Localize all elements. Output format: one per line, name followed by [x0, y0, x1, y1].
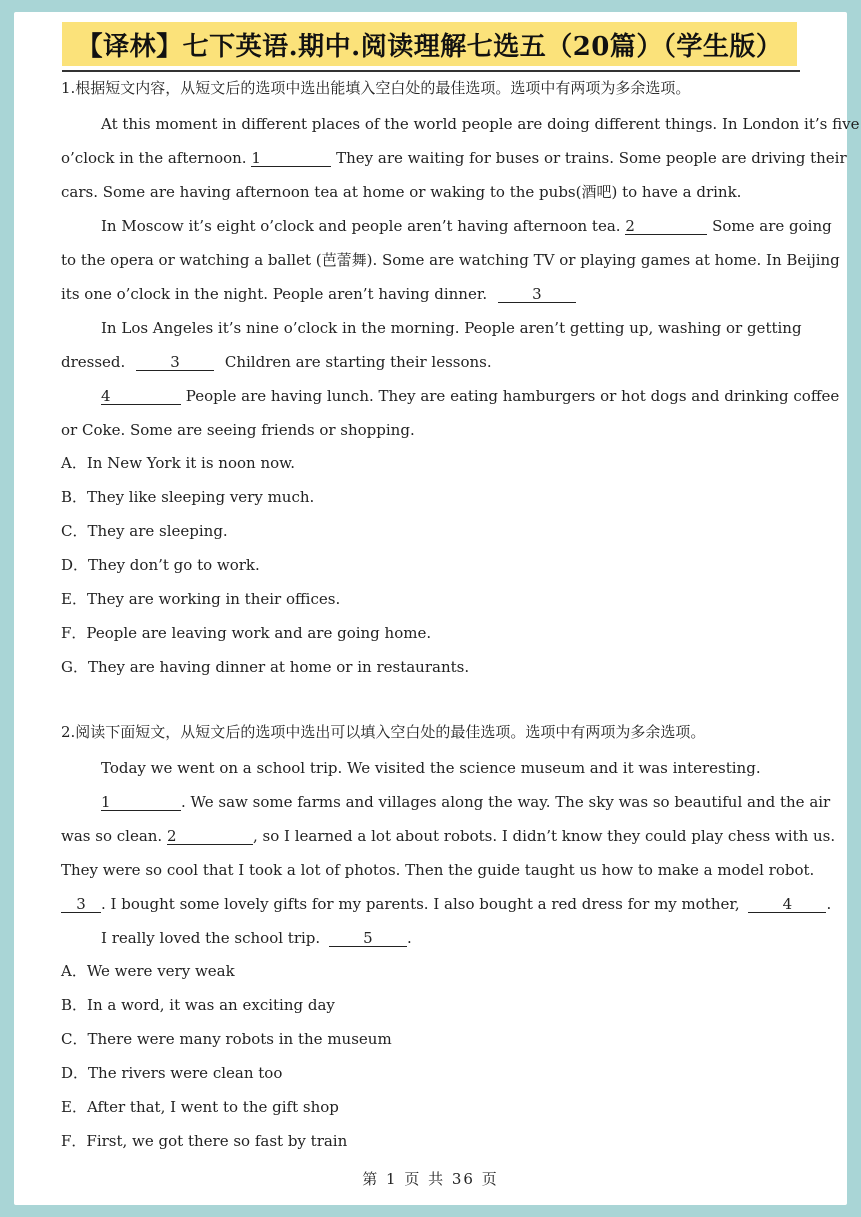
text: . We saw some farms and villages along the way. The sky was so beautiful and the air — [181, 793, 831, 811]
q1-instruction: 1.根据短文内容，从短文后的选项中选出能填入空白处的最佳选项。选项中有两项为多余选项。 — [61, 79, 691, 97]
text: People are having lunch. They are eating hamburgers or hot dogs and drinking coffee — [185, 387, 840, 405]
document-page — [14, 12, 860, 1205]
text: In Moscow it’s eight o’clock and people aren’t having afternoon tea. — [101, 217, 621, 235]
text: was so clean. — [61, 827, 163, 845]
q1-option-e: E．They are working in their offices. — [61, 590, 341, 608]
q1-p2-line1 — [61, 217, 832, 235]
q1-p3-line2 — [61, 354, 492, 371]
q2-option-f: F．First, we got there so fast by train — [61, 1132, 348, 1150]
q2-p2-line4 — [61, 896, 831, 913]
q2-instruction: 2.阅读下面短文，从短文后的选项中选出可以填入空白处的最佳选项。选项中有两项为多余选项。 — [61, 723, 706, 741]
text: Children are starting their lessons. — [224, 353, 492, 371]
answer-blank[interactable]: 2 — [167, 829, 253, 845]
q2-p2-line2 — [61, 827, 836, 845]
q2-option-a: A．We were very weak — [61, 962, 235, 980]
answer-blank[interactable]: 5 — [329, 931, 407, 947]
text: , so I learned a lot about robots. I didn’t know they could play chess with us. — [252, 827, 836, 845]
q1-p1-line1: At this moment in different places of the world people are doing different things. In London it’s five — [101, 115, 860, 133]
q1-p2-line2: to the opera or watching a ballet (芭蕾舞). Some are watching TV or playing games at home. In Beijing — [61, 251, 840, 269]
text: Some are going — [712, 217, 832, 235]
q2-option-c: C．There were many robots in the museum — [61, 1030, 392, 1048]
q1-p3-line1: In Los Angeles it’s nine o’clock in the morning. People aren’t getting up, washing or getting — [101, 319, 802, 337]
answer-blank[interactable]: 1 — [251, 151, 331, 167]
q2-option-b: B．In a word, it was an exciting day — [61, 996, 335, 1014]
q1-p1-line2 — [61, 149, 847, 167]
q2-p2-line1 — [61, 793, 831, 811]
answer-blank[interactable]: 1 — [101, 795, 181, 811]
q2-option-d: D．The rivers were clean too — [61, 1064, 283, 1082]
q1-p4-line1 — [61, 387, 840, 405]
q1-option-d: D．They don’t go to work. — [61, 556, 260, 574]
answer-blank[interactable]: 3 — [136, 355, 214, 371]
text: . — [826, 895, 832, 913]
text: its one o’clock in the night. People aren’t having dinner. — [61, 285, 488, 303]
q1-p4-line2: or Coke. Some are seeing friends or shopping. — [61, 421, 415, 439]
text: . — [406, 929, 412, 947]
text: They are waiting for buses or trains. Some people are driving their — [336, 149, 847, 167]
q1-option-a: A．In New York it is noon now. — [61, 454, 295, 472]
q2-p3 — [61, 930, 412, 947]
answer-blank[interactable]: 3 — [61, 897, 101, 913]
answer-blank[interactable]: 2 — [625, 219, 707, 235]
text: o’clock in the afternoon. — [61, 149, 247, 167]
q1-option-c: C．They are sleeping. — [61, 522, 228, 540]
q1-p2-line3 — [61, 286, 576, 303]
q1-option-b: B．They like sleeping very much. — [61, 488, 315, 506]
page-title: 【译林】七下英语.期中.阅读理解七选五（20篇）（学生版） — [76, 31, 783, 62]
q2-p1: Today we went on a school trip. We visited the science museum and it was interesting. — [101, 759, 761, 777]
text: . I bought some lovely gifts for my parents. I also bought a red dress for my mother, — [101, 895, 740, 913]
q1-option-f: F．People are leaving work and are going home. — [61, 624, 432, 642]
answer-blank[interactable]: 4 — [748, 897, 826, 913]
q1-p1-line3: cars. Some are having afternoon tea at home or waking to the pubs(酒吧) to have a drink. — [61, 183, 742, 201]
title-banner — [62, 22, 797, 66]
text: I really loved the school trip. — [101, 929, 321, 947]
answer-blank[interactable]: 3 — [498, 287, 576, 303]
title-divider — [62, 70, 800, 72]
text: dressed. — [61, 353, 126, 371]
q1-option-g: G．They are having dinner at home or in restaurants. — [61, 658, 470, 676]
q2-option-e: E．After that, I went to the gift shop — [61, 1098, 339, 1116]
answer-blank[interactable]: 4 — [101, 389, 181, 405]
q2-p2-line3: They were so cool that I took a lot of photos. Then the guide taught us how to make a model robot. — [61, 861, 815, 879]
page-number: 第 1 页 共 36 页 — [362, 1170, 499, 1188]
